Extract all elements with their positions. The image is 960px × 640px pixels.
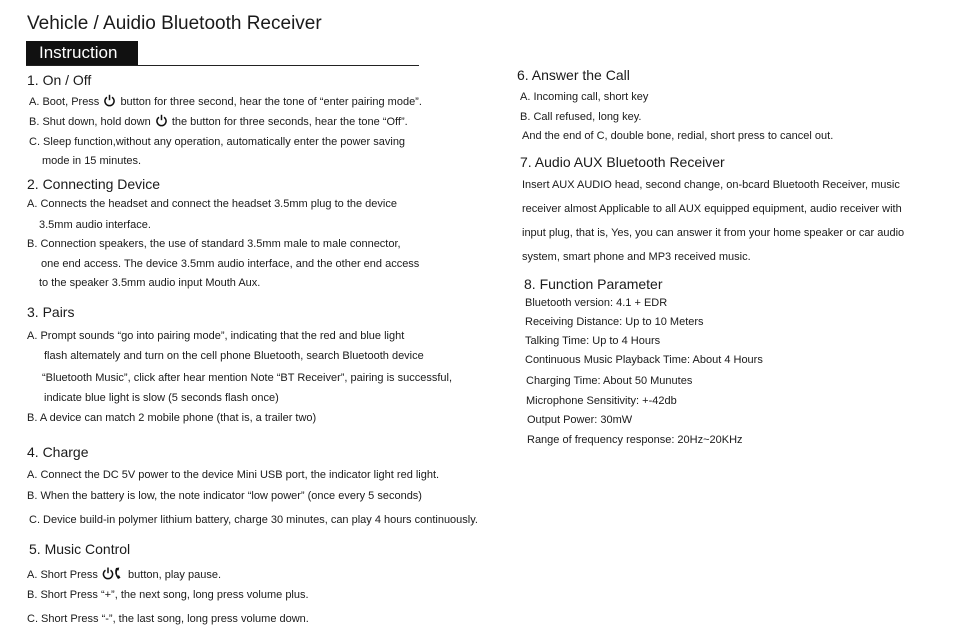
aux-line-1: Insert AUX AUDIO head, second change, on-bcard Bluetooth Receiver, music [522,179,900,191]
power-phone-icon [102,566,124,581]
pairs-line-a4: indicate blue light is slow (5 seconds flash once) [44,392,279,404]
connecting-line-a2: 3.5mm audio interface. [39,219,151,231]
power-icon [103,94,116,107]
charge-line-c: C. Device build-in polymer lithium battery, charge 30 minutes, can play 4 hours continuously. [29,514,478,526]
param-item-talking-time: Talking Time: Up to 4 Hours [525,335,661,347]
page-title: Vehicle / Auidio Bluetooth Receiver [27,13,322,34]
connecting-line-b2: one end access. The device 3.5mm audio interface, and the other end access [41,258,420,270]
header-divider [26,65,419,66]
connecting-line-b1: B. Connection speakers, the use of standard 3.5mm male to male connector, [27,238,401,250]
pairs-line-a2: flash altemately and turn on the cell phone Bluetooth, search Bluetooth device [44,350,424,362]
music-line-b: B. Short Press “+”, the next song, long press volume plus. [27,589,309,601]
aux-line-3: input plug, that is, Yes, you can answer it from your home speaker or car audio [522,227,905,239]
power-icon [155,114,168,127]
param-item-charging-time: Charging Time: About 50 Munutes [526,375,693,387]
section-heading-params: 8. Function Parameter [524,276,663,292]
on-off-a-pre: A. Boot, Press [29,96,100,108]
section-heading-charge: 4. Charge [27,444,89,460]
answer-line-c: And the end of C, double bone, redial, short press to cancel out. [522,130,834,142]
instruction-banner: Instruction [26,41,138,65]
on-off-line-a [29,94,422,108]
pairs-line-b: B. A device can match 2 mobile phone (that is, a trailer two) [27,412,317,424]
pairs-line-a3: “Bluetooth Music”, click after hear mention Note “BT Receiver”, pairing is successful, [42,372,453,384]
music-a-pre: A. Short Press [27,569,98,581]
param-item-microphone-sensitivity: Microphone Sensitivity: +-42db [526,395,677,407]
aux-line-4: system, smart phone and MP3 received music. [522,251,751,263]
music-line-a [27,566,221,581]
param-item-playback-time: Continuous Music Playback Time: About 4 Hours [525,354,763,366]
param-item-frequency-response: Range of frequency response: 20Hz~20KHz [527,434,743,446]
section-heading-answer: 6. Answer the Call [517,67,630,83]
music-line-c: C. Short Press “-”, the last song, long press volume down. [27,613,309,625]
section-heading-music: 5. Music Control [29,541,131,557]
on-off-b-pre: B. Shut down, hold down [29,116,151,128]
pairs-line-a1: A. Prompt sounds “go into pairing mode”, indicating that the red and blue light [27,330,405,342]
on-off-b-post: the button for three seconds, hear the tone “Off”. [171,116,408,128]
section-heading-pairs: 3. Pairs [27,304,75,320]
charge-line-a: A. Connect the DC 5V power to the device Mini USB port, the indicator light red light. [27,469,440,481]
section-heading-on-off: 1. On / Off [27,72,92,88]
on-off-line-b [29,114,408,128]
music-a-post: button, play pause. [128,569,222,581]
charge-line-b: B. When the battery is low, the note indicator “low power” (once every 5 seconds) [27,490,422,502]
on-off-a-post: button for three second, hear the tone of “enter pairing mode”. [120,96,422,108]
section-heading-connecting: 2. Connecting Device [27,176,161,192]
answer-line-b: B. Call refused, long key. [520,111,642,123]
aux-line-2: receiver almost Applicable to all AUX equipped equipment, audio receiver with [522,203,902,215]
param-item-output-power: Output Power: 30mW [527,414,633,426]
on-off-line-c1: C. Sleep function,without any operation, automatically enter the power saving [29,136,406,148]
connecting-line-a1: A. Connects the headset and connect the headset 3.5mm plug to the device [27,198,397,210]
param-item-receiving-distance: Receiving Distance: Up to 10 Meters [525,316,704,328]
answer-line-a: A. Incoming call, short key [520,91,649,103]
param-item-bluetooth-version: Bluetooth version: 4.1 + EDR [525,297,668,309]
on-off-line-c2: mode in 15 minutes. [42,155,142,167]
section-heading-aux: 7. Audio AUX Bluetooth Receiver [520,154,725,170]
connecting-line-b3: to the speaker 3.5mm audio input Mouth Aux. [39,277,261,289]
